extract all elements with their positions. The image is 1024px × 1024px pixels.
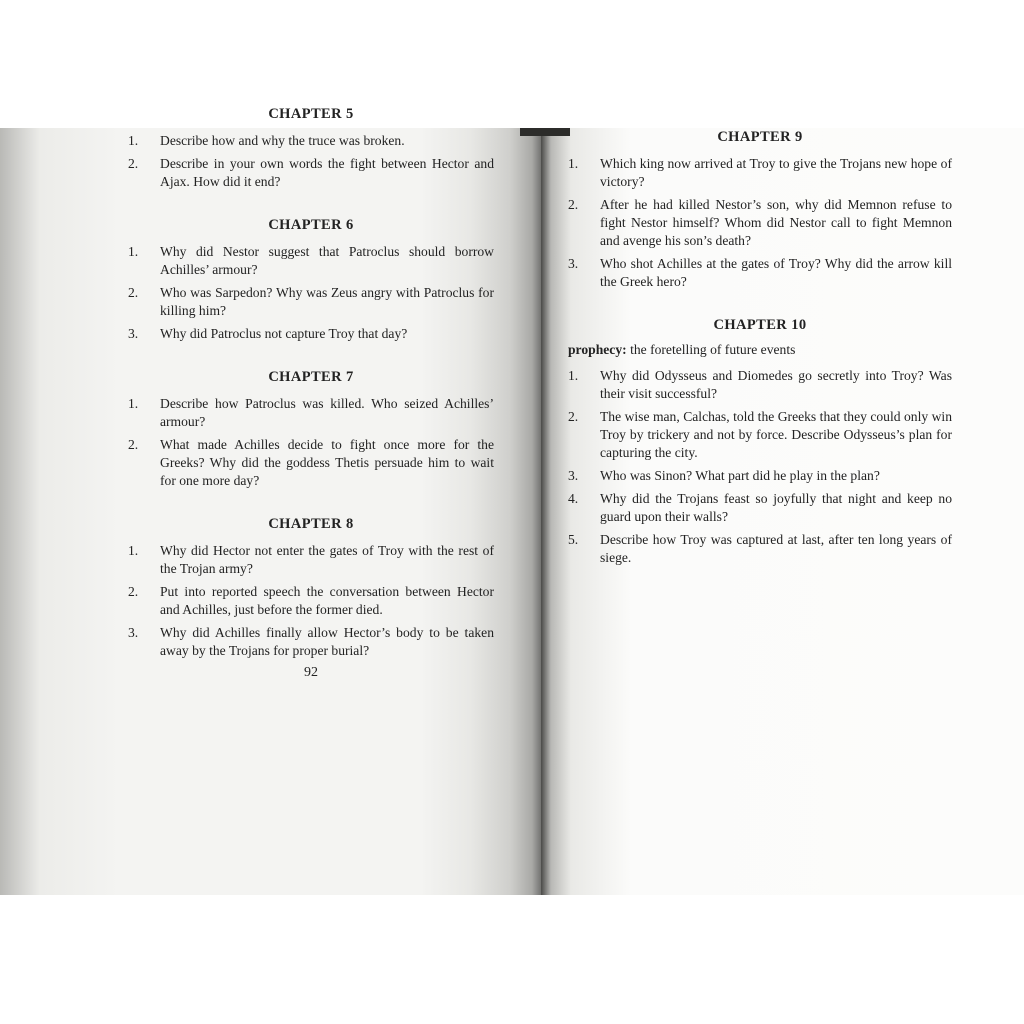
question-text: Why did Achilles finally allow Hector’s body to be taken away by the Trojans for proper burial? bbox=[160, 625, 494, 658]
question-text: The wise man, Calchas, told the Greeks that they could only win Troy by trickery and not by force. Describe Odysseus’s plan for capturing the city. bbox=[600, 409, 952, 460]
question-item bbox=[128, 436, 494, 490]
question-number: 1. bbox=[128, 396, 139, 411]
question-item bbox=[568, 155, 952, 191]
question-text: Why did Odysseus and Diomedes go secretly into Troy? Was their visit successful? bbox=[600, 368, 952, 401]
question-item bbox=[568, 255, 952, 291]
left-page-content bbox=[128, 104, 494, 681]
question-number: 2. bbox=[128, 285, 139, 300]
chapter-8-questions bbox=[128, 542, 494, 660]
question-number: 1. bbox=[568, 368, 579, 383]
question-text: Who was Sinon? What part did he play in the plan? bbox=[600, 468, 880, 483]
question-number: 4. bbox=[568, 491, 579, 506]
question-number: 2. bbox=[568, 197, 579, 212]
question-item bbox=[568, 490, 952, 526]
page-number: 92 bbox=[304, 665, 318, 680]
question-text: Why did Patroclus not capture Troy that day? bbox=[160, 326, 408, 341]
question-number: 5. bbox=[568, 532, 579, 547]
question-item bbox=[128, 243, 494, 279]
question-item bbox=[128, 395, 494, 431]
question-number: 1. bbox=[128, 244, 139, 259]
chapter-5-title: CHAPTER 5 bbox=[268, 106, 354, 122]
question-text: Who was Sarpedon? Why was Zeus angry with Patroclus for killing him? bbox=[160, 285, 494, 318]
question-item bbox=[128, 624, 494, 660]
question-number: 3. bbox=[568, 256, 579, 271]
question-text: Why did Hector not enter the gates of Troy with the rest of the Trojan army? bbox=[160, 543, 494, 576]
question-item bbox=[568, 408, 952, 462]
chapter-8-title: CHAPTER 8 bbox=[268, 516, 354, 532]
question-item bbox=[128, 325, 494, 343]
question-text: Why did the Trojans feast so joyfully that night and keep no guard upon their walls? bbox=[600, 491, 952, 524]
chapter-6-questions bbox=[128, 243, 494, 343]
question-number: 2. bbox=[128, 437, 139, 452]
chapter-9-questions bbox=[568, 155, 952, 291]
question-number: 3. bbox=[568, 468, 579, 483]
question-item bbox=[128, 583, 494, 619]
vocabulary-definition: the foretelling of future events bbox=[630, 342, 796, 357]
chapter-6-title: CHAPTER 6 bbox=[268, 217, 354, 233]
question-text: Why did Nestor suggest that Patroclus should borrow Achilles’ armour? bbox=[160, 244, 494, 277]
book-gutter bbox=[520, 128, 570, 136]
chapter-10-title: CHAPTER 10 bbox=[713, 317, 807, 333]
question-text: Which king now arrived at Troy to give the Trojans new hope of victory? bbox=[600, 156, 952, 189]
question-item bbox=[568, 367, 952, 403]
question-number: 2. bbox=[128, 584, 139, 599]
question-number: 3. bbox=[128, 625, 139, 640]
chapter-10-questions bbox=[568, 367, 952, 567]
question-item bbox=[568, 531, 952, 567]
chapter-9-title: CHAPTER 9 bbox=[717, 129, 803, 145]
question-item bbox=[128, 155, 494, 191]
chapter-7-title: CHAPTER 7 bbox=[268, 369, 354, 385]
question-number: 2. bbox=[568, 409, 579, 424]
chapter-7-questions bbox=[128, 395, 494, 490]
question-text: After he had killed Nestor’s son, why did Memnon refuse to fight Nestor himself? Whom did Nestor call to fight Memnon and avenge his son’s death? bbox=[600, 197, 952, 248]
question-number: 1. bbox=[128, 543, 139, 558]
question-text: Describe in your own words the fight between Hector and Ajax. How did it end? bbox=[160, 156, 494, 189]
vocabulary-term: prophecy: bbox=[568, 342, 627, 357]
right-page-content bbox=[568, 127, 952, 572]
question-text: Describe how Patroclus was killed. Who seized Achilles’ armour? bbox=[160, 396, 494, 429]
question-item bbox=[568, 467, 952, 485]
vocabulary-note bbox=[568, 341, 952, 359]
question-item bbox=[128, 132, 494, 150]
question-text: Describe how and why the truce was broken. bbox=[160, 133, 405, 148]
question-number: 2. bbox=[128, 156, 139, 171]
question-number: 1. bbox=[568, 156, 579, 171]
question-text: What made Achilles decide to fight once more for the Greeks? Why did the goddess Thetis persuade him to wait for one more day? bbox=[160, 437, 494, 488]
question-text: Put into reported speech the conversation between Hector and Achilles, just before the former died. bbox=[160, 584, 494, 617]
chapter-5-questions bbox=[128, 132, 494, 191]
question-item bbox=[128, 542, 494, 578]
question-number: 3. bbox=[128, 326, 139, 341]
question-number: 1. bbox=[128, 133, 139, 148]
question-item bbox=[568, 196, 952, 250]
question-item bbox=[128, 284, 494, 320]
question-text: Who shot Achilles at the gates of Troy? Why did the arrow kill the Greek hero? bbox=[600, 256, 952, 289]
question-text: Describe how Troy was captured at last, after ten long years of siege. bbox=[600, 532, 952, 565]
